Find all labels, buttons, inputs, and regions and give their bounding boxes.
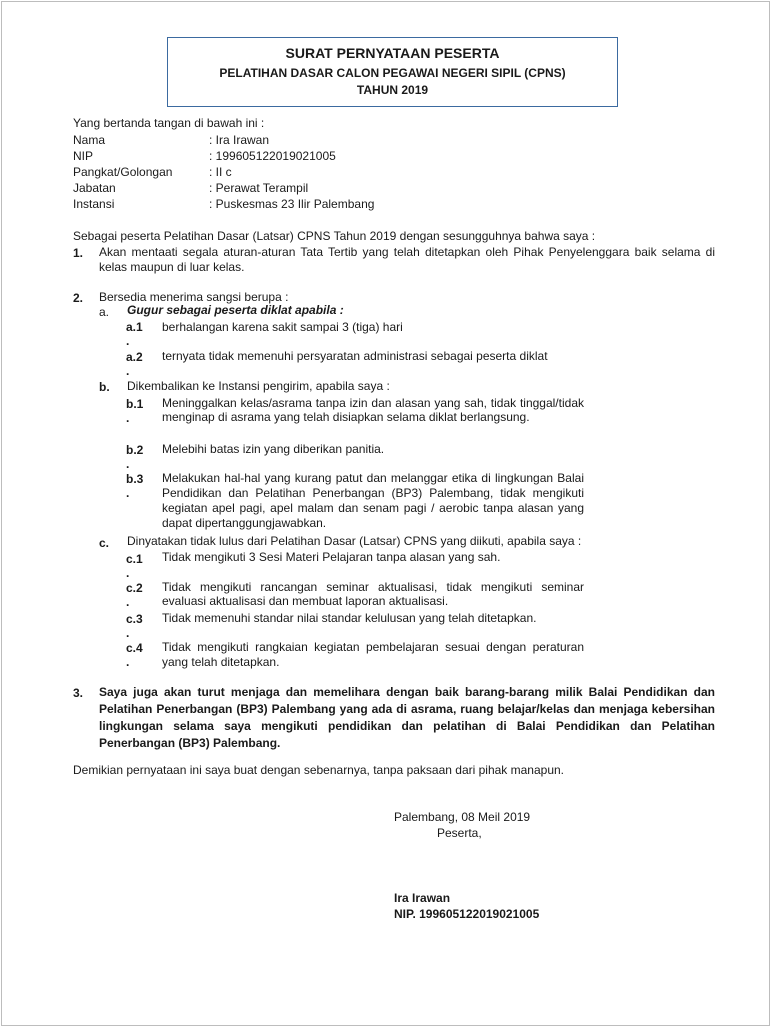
identity-value-position: : Perawat Terampil xyxy=(209,181,309,195)
sub-b2-dot: . xyxy=(126,457,130,471)
sub-b1-text: Meninggalkan kelas/asrama tanpa izin dan alasan yang sah, tidak tinggal/tidak menginap di asrama yang telah disiapkan selama diklat berlangsung. xyxy=(162,396,584,424)
sub-c2-dot: . xyxy=(126,595,130,609)
sub-c4-number: c.4 xyxy=(126,641,143,655)
item-2c-letter: c. xyxy=(99,536,110,550)
item-1-text: Akan mentaati segala aturan-aturan Tata Tertib yang telah ditetapkan oleh Pihak Penyelenggara baik selama di kelas maupun di luar kelas. xyxy=(99,245,715,274)
sub-c1-text: Tidak mengikuti 3 Sesi Materi Pelajaran tanpa alasan yang sah. xyxy=(162,550,501,564)
document-subtitle: PELATIHAN DASAR CALON PEGAWAI NEGERI SIPIL (CPNS) xyxy=(219,66,566,80)
identity-value-agency: : Puskesmas 23 Ilir Palembang xyxy=(209,197,375,211)
sub-b2-number: b.2 xyxy=(126,443,144,457)
title-box xyxy=(167,37,618,107)
identity-label-name: Nama xyxy=(73,133,106,147)
closing-text: Demikian pernyataan ini saya buat dengan sebenarnya, tanpa paksaan dari pihak manapun. xyxy=(73,763,565,777)
item-2c-heading: Dinyatakan tidak lulus dari Pelatihan Dasar (Latsar) CPNS yang diikuti, apabila saya : xyxy=(127,534,582,548)
identity-value-rank: : II c xyxy=(209,165,232,179)
intro-text: Yang bertanda tangan di bawah ini : xyxy=(73,116,265,130)
sub-a1-number: a.1 xyxy=(126,320,143,334)
sub-a1-dot: . xyxy=(126,334,130,348)
item-1-number: 1. xyxy=(73,246,84,260)
sub-c1-number: c.1 xyxy=(126,552,143,566)
signature-name: Ira Irawan xyxy=(394,891,451,905)
sub-c4-text: Tidak mengikuti rangkaian kegiatan pembelajaran sesuai dengan peraturan yang telah ditetapkan. xyxy=(162,640,584,669)
sub-c4-dot: . xyxy=(126,655,130,669)
document-year: TAHUN 2019 xyxy=(356,83,429,97)
item-2-text: Bersedia menerima sangsi berupa : xyxy=(99,290,289,304)
identity-label-position: Jabatan xyxy=(73,181,116,195)
identity-value-nip: : 199605122019021005 xyxy=(209,149,336,163)
sub-b3-number: b.3 xyxy=(126,472,144,486)
sub-c3-dot: . xyxy=(126,626,130,640)
sub-c3-text: Tidak memenuhi standar nilai standar kelulusan yang telah ditetapkan. xyxy=(162,611,537,625)
sub-a1-text: berhalangan karena sakit sampai 3 (tiga) hari xyxy=(162,320,403,334)
signature-nip: NIP. 199605122019021005 xyxy=(394,907,540,921)
item-2a-letter: a. xyxy=(99,305,110,319)
item-3-number: 3. xyxy=(73,686,84,700)
sub-b3-text: Melakukan hal-hal yang kurang patut dan melanggar etika di lingkungan Balai Pendidikan dan Pelatihan Penerbangan (BP3) Palembang, tidak mengikuti kegiatan apel pagi, apel malam dan senam pagi / aerobic tanpa alasan yang dapat dipertanggungjawabkan. xyxy=(162,471,584,530)
sub-a2-dot: . xyxy=(126,364,130,378)
sub-c2-text: Tidak mengikuti rancangan seminar aktualisasi, tidak mengikuti seminar evaluasi aktualisasi dan membuat laporan aktualisasi. xyxy=(162,580,584,608)
sub-c1-dot: . xyxy=(126,566,130,580)
item-2a-heading: Gugur sebagai peserta diklat apabila : xyxy=(127,303,344,317)
sub-a2-text: ternyata tidak memenuhi persyaratan administrasi sebagai peserta diklat xyxy=(162,349,548,363)
sub-c2-number: c.2 xyxy=(126,581,143,595)
signature-place-date: Palembang, 08 Meil 2019 xyxy=(394,810,531,824)
identity-label-rank: Pangkat/Golongan xyxy=(73,165,173,179)
item-2b-letter: b. xyxy=(99,380,110,394)
sub-a2-number: a.2 xyxy=(126,350,143,364)
sub-b1-dot: . xyxy=(126,411,130,425)
document-title: SURAT PERNYATAAN PESERTA xyxy=(285,45,500,61)
item-3-text: Saya juga akan turut menjaga dan memelihara dengan baik barang-barang milik Balai Pendidikan dan Pelatihan Penerbangan (BP3) Palembang yang ada di asrama, ruang belajar/kelas dan menjaga kebersihan lingkungan selama saya mengikuti pendidikan dan pelatihan di Balai Pendidikan dan Pelatihan Penerbangan (BP3) Palembang. xyxy=(99,685,715,750)
item-2b-heading: Dikembalikan ke Instansi pengirim, apabila saya : xyxy=(127,379,390,393)
sub-b3-dot: . xyxy=(126,486,130,500)
item-2-number: 2. xyxy=(73,291,84,305)
identity-value-name: : Ira Irawan xyxy=(209,133,270,147)
statement-intro: Sebagai peserta Pelatihan Dasar (Latsar) CPNS Tahun 2019 dengan sesungguhnya bahwa saya : xyxy=(73,229,596,243)
sub-b2-text: Melebihi batas izin yang diberikan panitia. xyxy=(162,442,385,456)
identity-label-agency: Instansi xyxy=(73,197,115,211)
sub-c3-number: c.3 xyxy=(126,612,143,626)
identity-label-nip: NIP xyxy=(73,149,94,163)
signature-role: Peserta, xyxy=(437,826,482,840)
sub-b1-number: b.1 xyxy=(126,397,144,411)
